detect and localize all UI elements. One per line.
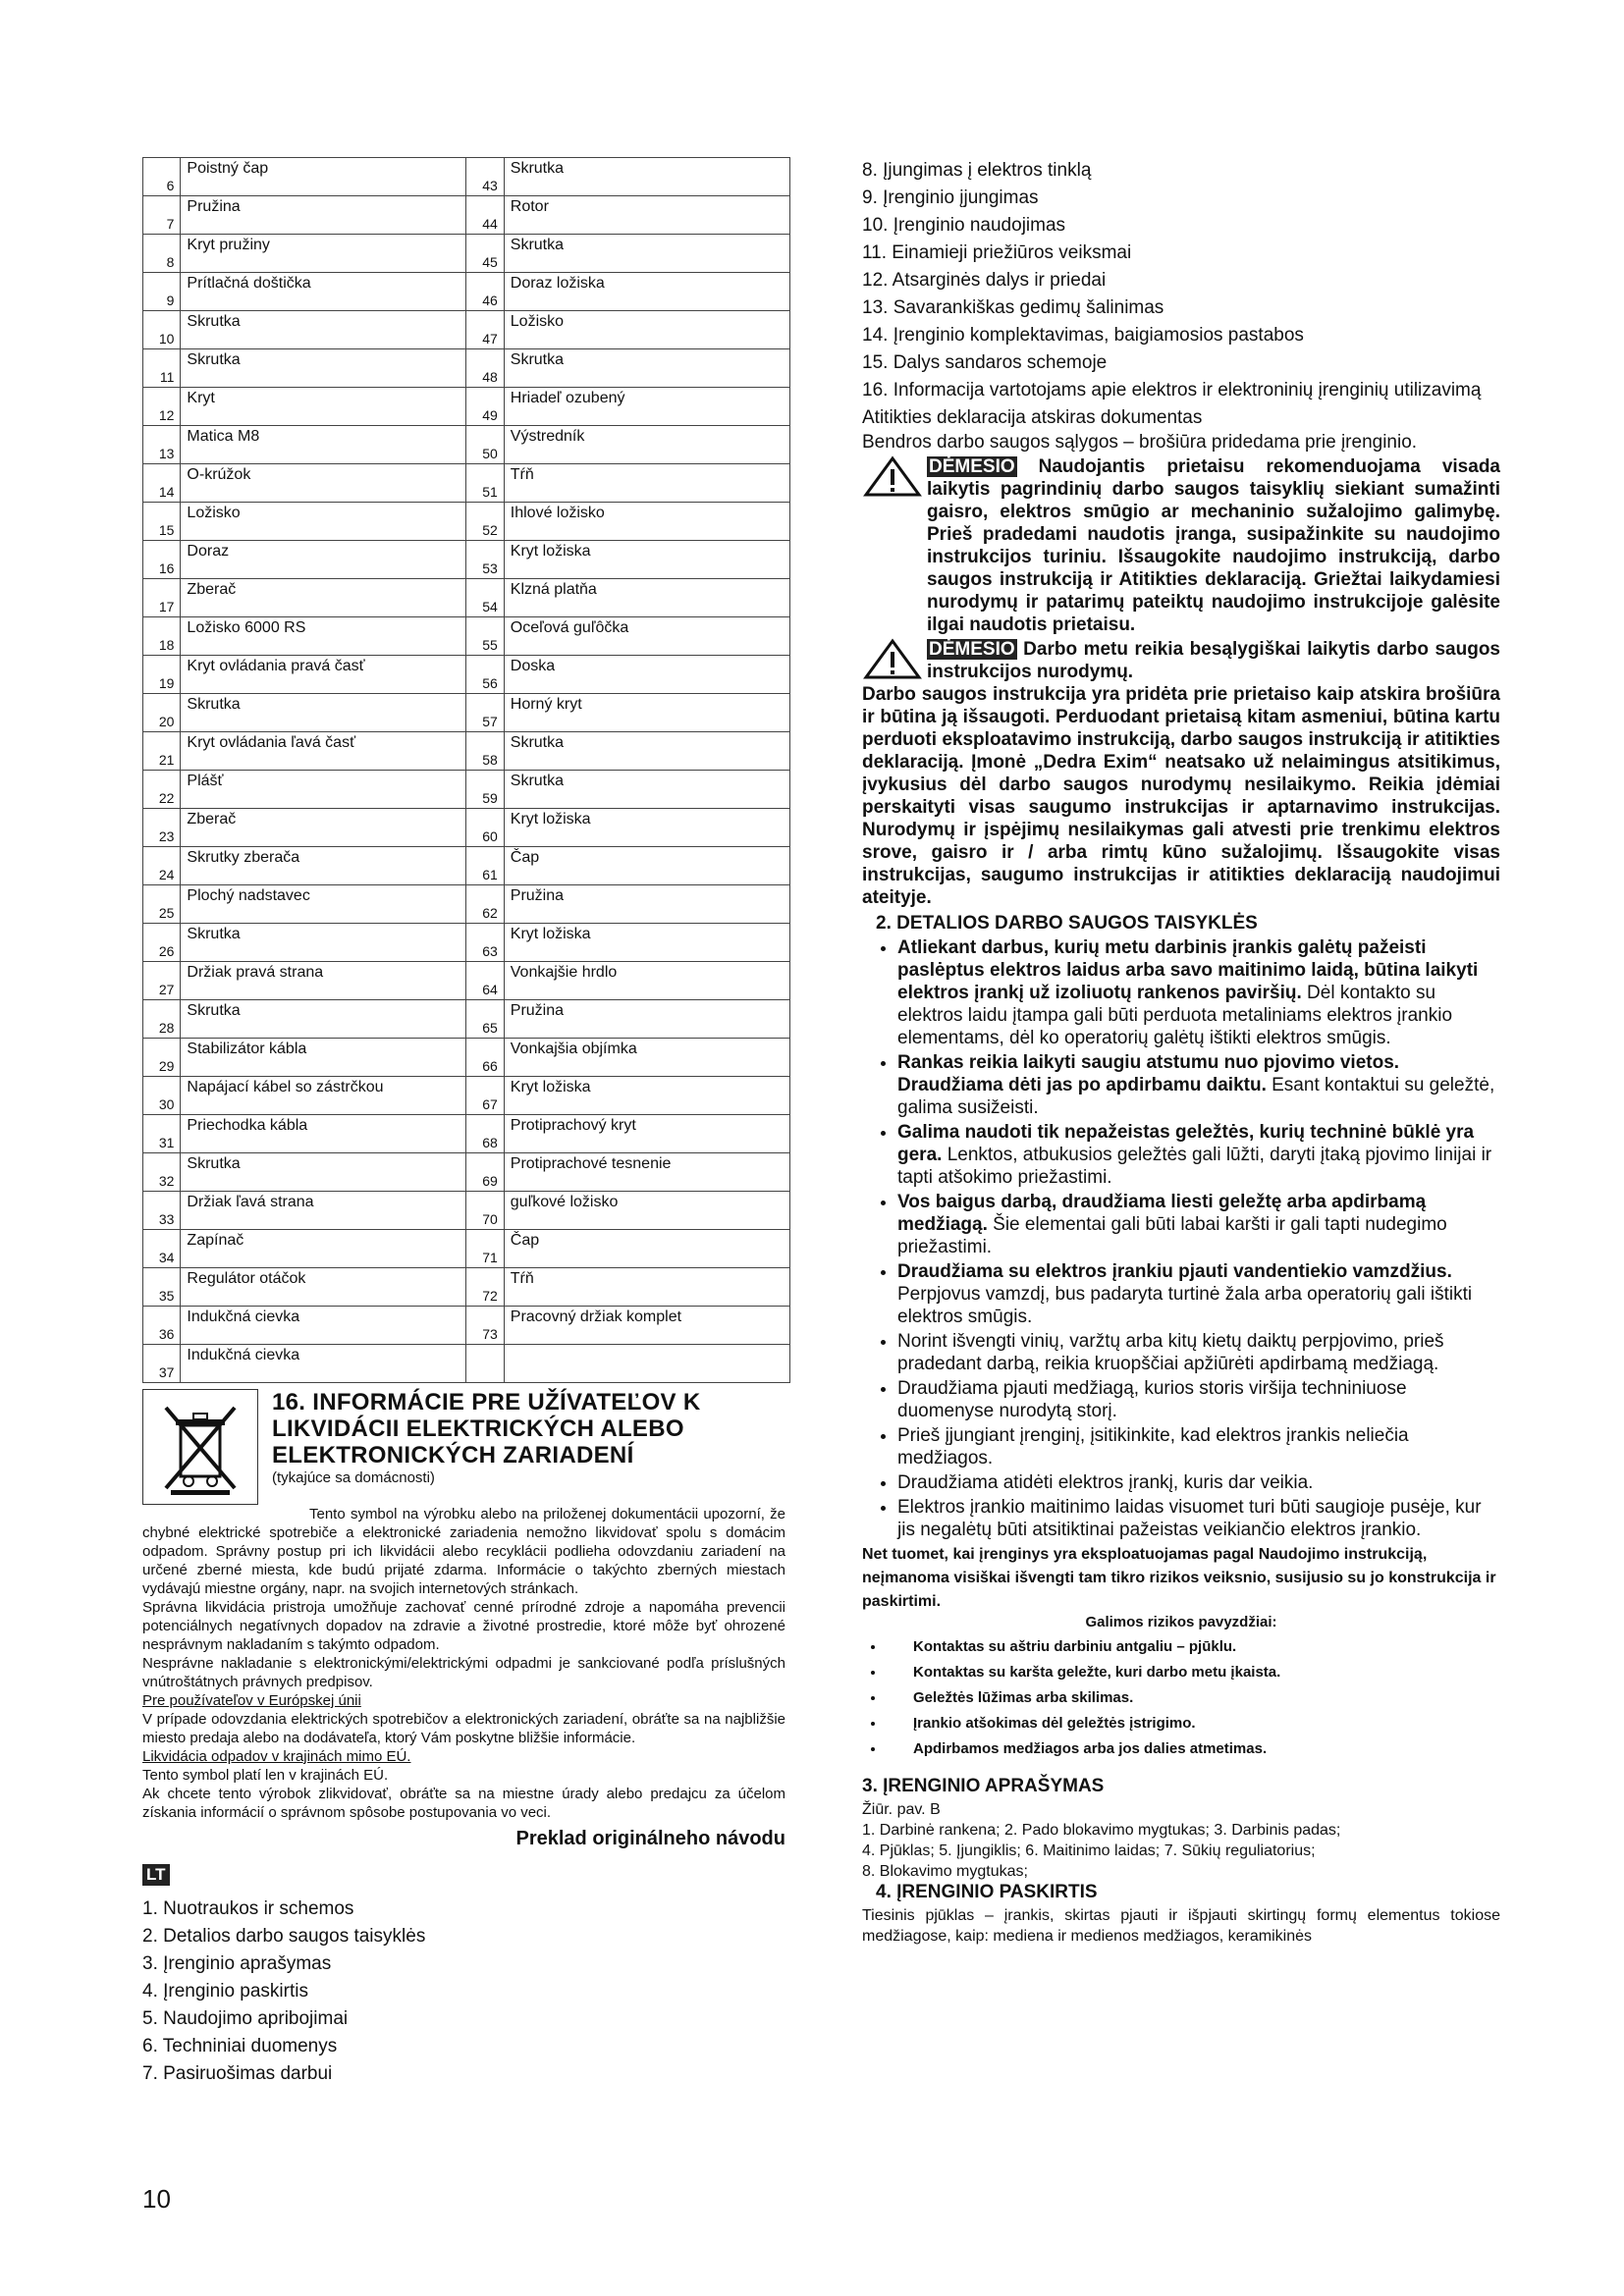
part-number-cell: 45 xyxy=(466,235,504,273)
part-number-cell: 35 xyxy=(143,1268,181,1307)
weee-body xyxy=(142,1505,785,1822)
part-name-cell: Kryt ložiska xyxy=(504,809,789,847)
part-number-cell: 49 xyxy=(466,388,504,426)
weee-p3: Nesprávne nakladanie s elektronickými/elektrickými odpadmi je sankciované podľa príslušných vnútroštátnych právnych predpisov. xyxy=(142,1655,785,1690)
part-number-cell: 10 xyxy=(143,311,181,349)
part-number-cell: 12 xyxy=(143,388,181,426)
table-row xyxy=(143,1077,790,1115)
part-name-cell: Kryt ovládania ľavá časť xyxy=(181,732,466,771)
part-number-cell: 26 xyxy=(143,924,181,962)
part-name-cell: Pružina xyxy=(504,1000,789,1039)
part-name-cell: Napájací kábel so zástrčkou xyxy=(181,1077,466,1115)
toc-item: 6. Techniniai duomenys xyxy=(142,2036,338,2056)
toc-item: 12. Atsarginės dalys ir priedai xyxy=(862,270,1107,291)
parts-table xyxy=(142,157,790,1383)
list-item: • Geležtės lūžimas arba skilimas. xyxy=(886,1685,1500,1711)
table-row xyxy=(143,1153,790,1192)
part-number-cell: 24 xyxy=(143,847,181,885)
part-name-cell: Skrutka xyxy=(181,349,466,388)
part-name-cell: Kryt ložiska xyxy=(504,1077,789,1115)
part-number-cell: 18 xyxy=(143,617,181,656)
table-row xyxy=(143,579,790,617)
part-number-cell: 20 xyxy=(143,694,181,732)
section-4-heading: 4. ĮRENGINIO PASKIRTIS xyxy=(876,1882,1098,1902)
part-number-cell: 61 xyxy=(466,847,504,885)
part-name-cell: Matica M8 xyxy=(181,426,466,464)
part-number-cell: 52 xyxy=(466,503,504,541)
part-number-cell: 14 xyxy=(143,464,181,503)
part-number-cell: 43 xyxy=(466,158,504,196)
toc-item: 15. Dalys sandaros schemoje xyxy=(862,352,1108,373)
part-name-cell: Priechodka kábla xyxy=(181,1115,466,1153)
part-name-cell: Skrutka xyxy=(181,1153,466,1192)
table-row xyxy=(143,1307,790,1345)
part-name-cell: Čap xyxy=(504,1230,789,1268)
part-name-cell: Pracovný držiak komplet xyxy=(504,1307,789,1345)
part-name-cell: Regulátor otáčok xyxy=(181,1268,466,1307)
table-row xyxy=(143,1115,790,1153)
list-item: • Apdirbamos medžiagos arba jos dalies atmetimas. xyxy=(886,1736,1500,1762)
part-number-cell: 34 xyxy=(143,1230,181,1268)
table-row xyxy=(143,1268,790,1307)
table-row xyxy=(143,847,790,885)
part-name-cell: Protiprachový kryt xyxy=(504,1115,789,1153)
part-name-cell: guľkové ložisko xyxy=(504,1192,789,1230)
part-number-cell: 50 xyxy=(466,426,504,464)
table-row xyxy=(143,732,790,771)
section-2-heading: 2. DETALIOS DARBO SAUGOS TAISYKLĖS xyxy=(876,913,1258,934)
part-name-cell: Kryt ložiska xyxy=(504,924,789,962)
part-name-cell: Hriadeľ ozubený xyxy=(504,388,789,426)
part-name-cell: Zberač xyxy=(181,579,466,617)
part-name-cell: Tŕň xyxy=(504,1268,789,1307)
part-name-cell: Skrutka xyxy=(504,732,789,771)
part-number-cell: 53 xyxy=(466,541,504,579)
part-number-cell: 48 xyxy=(466,349,504,388)
warning-text-2: Darbo metu reikia besąlygiškai laikytis darbo saugos instrukcijos nurodymų. xyxy=(927,639,1501,682)
part-name-cell: Doraz ložiska xyxy=(504,273,789,311)
list-item: • Kontaktas su aštriu darbiniu antgaliu – pjūklu. xyxy=(886,1634,1500,1660)
purpose-text: Tiesinis pjūklas – įrankis, skirtas pjauti ir išpjauti skirtingų formų elementus tokiose medžiagose, kaip: mediena ir medienos medžiagos, keramikinės xyxy=(862,1907,1500,1945)
toc-item: 2. Detalios darbo saugos taisyklės xyxy=(142,1926,426,1947)
part-name-cell: Doska xyxy=(504,656,789,694)
table-row xyxy=(143,311,790,349)
attention-badge: DĖMESIO xyxy=(929,639,1015,660)
part-number-cell: 67 xyxy=(466,1077,504,1115)
list-item: • Atliekant darbus, kurių metu darbinis įrankis galėtų pažeisti paslėptus elektros laidus arba savo maitinimo laidą, būtina laikyti elektros įrankį už izoliuotų rankenos paviršių. Dėl kontakto su elektros laidu įtampa gali būti perduota metaliniams elektros įrankio elementams, dėl ko operatorių galėtų ištikti elektros smūgis. xyxy=(897,936,1500,1049)
list-item: • Draudžiama atidėti elektros įrankį, kuris dar veikia. xyxy=(897,1471,1500,1494)
part-name-cell: Ihlové ložisko xyxy=(504,503,789,541)
part-number-cell: 57 xyxy=(466,694,504,732)
part-number-cell: 54 xyxy=(466,579,504,617)
toc-item: 1. Nuotraukos ir schemos xyxy=(142,1898,354,1919)
toc-item: 16. Informacija vartotojams apie elektros ir elektroninių įrenginių utilizavimą xyxy=(862,380,1482,400)
part-number-cell: 66 xyxy=(466,1039,504,1077)
table-row xyxy=(143,1000,790,1039)
table-row xyxy=(143,388,790,426)
table-row xyxy=(143,158,790,196)
part-number-cell: 70 xyxy=(466,1192,504,1230)
toc-item: 13. Savarankiškas gedimų šalinimas xyxy=(862,297,1164,318)
table-row xyxy=(143,617,790,656)
declaration-note: Atitikties deklaracija atskiras dokumentas xyxy=(862,407,1203,428)
description-line-1: 1. Darbinė rankena; 2. Pado blokavimo mygtukas; 3. Darbinis padas; xyxy=(862,1822,1341,1839)
part-number-cell: 55 xyxy=(466,617,504,656)
part-number-cell: 37 xyxy=(143,1345,181,1383)
part-number-cell: 71 xyxy=(466,1230,504,1268)
part-number-cell xyxy=(466,1345,504,1383)
part-name-cell: Skrutka xyxy=(504,349,789,388)
part-name-cell: Horný kryt xyxy=(504,694,789,732)
weee-section xyxy=(142,1389,785,1505)
part-name-cell: Držiak ľavá strana xyxy=(181,1192,466,1230)
part-number-cell: 62 xyxy=(466,885,504,924)
toc-item: 9. Įrenginio įjungimas xyxy=(862,187,1039,208)
part-name-cell: Plášť xyxy=(181,771,466,809)
part-number-cell: 72 xyxy=(466,1268,504,1307)
part-name-cell: Skrutka xyxy=(181,694,466,732)
table-row xyxy=(143,771,790,809)
part-number-cell: 11 xyxy=(143,349,181,388)
part-name-cell: Kryt pružiny xyxy=(181,235,466,273)
safety-rules-list xyxy=(862,936,1500,1541)
part-name-cell: Zberač xyxy=(181,809,466,847)
part-number-cell: 27 xyxy=(143,962,181,1000)
part-number-cell: 17 xyxy=(143,579,181,617)
toc-item: 10. Įrenginio naudojimas xyxy=(862,215,1066,236)
list-item: • Įrankio atšokimas dėl geležtės įstrigimo. xyxy=(886,1711,1500,1736)
part-name-cell: Kryt ovládania pravá časť xyxy=(181,656,466,694)
part-name-cell: Vonkajšie hrdlo xyxy=(504,962,789,1000)
weee-subtitle: (tykajúce sa domácnosti) xyxy=(272,1469,435,1486)
table-row xyxy=(143,885,790,924)
part-name-cell: O-krúžok xyxy=(181,464,466,503)
part-number-cell: 65 xyxy=(466,1000,504,1039)
risk-examples-list xyxy=(862,1634,1500,1762)
table-row xyxy=(143,656,790,694)
toc-item: 5. Naudojimo apribojimai xyxy=(142,2008,349,2029)
see-figure: Žiūr. pav. B xyxy=(862,1801,941,1818)
part-name-cell: Zapínač xyxy=(181,1230,466,1268)
toc-right xyxy=(862,157,1500,404)
part-number-cell: 6 xyxy=(143,158,181,196)
toc-item: 14. Įrenginio komplektavimas, baigiamosios pastabos xyxy=(862,325,1304,346)
part-number-cell: 28 xyxy=(143,1000,181,1039)
part-number-cell: 15 xyxy=(143,503,181,541)
weee-p2: Správna likvidácia pristroja umožňuje zachovať cenné prírodné zdroje a napomáha prevencii potenciálnych negatívnych dopadov na zdravie a životné prostredie, ktoré môže byť ohrozené nesprávnym nakladaním s takýmto odpadom. xyxy=(142,1599,785,1653)
toc-item: 11. Einamieji priežiūros veiksmai xyxy=(862,242,1132,263)
attention-block-1 xyxy=(862,455,1500,636)
part-number-cell: 63 xyxy=(466,924,504,962)
part-name-cell: Ložisko xyxy=(181,503,466,541)
part-name-cell: Indukčná cievka xyxy=(181,1307,466,1345)
attention-block-2 xyxy=(862,638,1500,683)
part-number-cell: 32 xyxy=(143,1153,181,1192)
part-number-cell: 9 xyxy=(143,273,181,311)
part-number-cell: 59 xyxy=(466,771,504,809)
toc-item: 3. Įrenginio aprašymas xyxy=(142,1953,332,1974)
weee-title: 16. INFORMÁCIE PRE UŽÍVATEĽOV K LIKVIDÁCII ELEKTRICKÝCH ALEBO ELEKTRONICKÝCH ZARIADENÍ xyxy=(272,1389,701,1468)
table-row xyxy=(143,1039,790,1077)
list-item: • Kontaktas su karšta geležte, kuri darbo metu įkaista. xyxy=(886,1660,1500,1685)
list-item: • Prieš įjungiant įrenginį, įsitikinkite, kad elektros įrankis neliečia medžiagos. xyxy=(897,1424,1500,1469)
part-name-cell: Prítlačná doštička xyxy=(181,273,466,311)
table-row xyxy=(143,1345,790,1383)
part-number-cell: 7 xyxy=(143,196,181,235)
attention-badge: DĖMESIO xyxy=(929,456,1015,477)
part-name-cell: Pružina xyxy=(504,885,789,924)
part-number-cell: 30 xyxy=(143,1077,181,1115)
toc-left xyxy=(142,1896,785,2088)
part-name-cell: Indukčná cievka xyxy=(181,1345,466,1383)
part-name-cell: Výstredník xyxy=(504,426,789,464)
part-name-cell: Držiak pravá strana xyxy=(181,962,466,1000)
part-name-cell: Kryt xyxy=(181,388,466,426)
toc-item: 8. Įjungimas į elektros tinklą xyxy=(862,160,1092,181)
part-number-cell: 68 xyxy=(466,1115,504,1153)
warning-text-1: Naudojantis prietaisu rekomenduojama visada laikytis pagrindinių darbo saugos taisyklių siekiant sumažinti gaisro, elektros smūgio ar mechaninio sužalojimo galimybę. Prieš pradedami naudotis įranga, susipažinkite su naudojimo instrukcijos turiniu. Išsaugokite naudojimo instrukciją, darbo saugos instrukciją ir Atitikties deklaraciją. Griežtai laikydamiesi nurodymų ir patarimų pateiktų naudojimo instrukcijoje galėsite ilgai naudotis prietaisu. xyxy=(927,456,1500,635)
part-name-cell: Klzná platňa xyxy=(504,579,789,617)
weee-eu-text: V prípade odovzdania elektrických spotrebičov a elektronických zariadení, obráťte sa na najbližšie miesto predaja alebo na dodávateľa, ktorý Vám poskytne bližšie informácie. xyxy=(142,1711,785,1746)
part-number-cell: 16 xyxy=(143,541,181,579)
part-name-cell xyxy=(504,1345,789,1383)
translation-title: Preklad originálneho návodu xyxy=(515,1828,785,1849)
part-name-cell: Protiprachové tesnenie xyxy=(504,1153,789,1192)
part-name-cell: Tŕň xyxy=(504,464,789,503)
part-name-cell: Ložisko xyxy=(504,311,789,349)
brochure-note: Bendros darbo saugos sąlygos – brošiūra pridedama prie įrenginio. xyxy=(862,432,1418,453)
part-name-cell: Skrutky zberača xyxy=(181,847,466,885)
warning-icon xyxy=(862,638,923,681)
language-badge: LT xyxy=(142,1864,170,1886)
part-name-cell: Kryt ložiska xyxy=(504,541,789,579)
risk-examples-heading: Galimos rizikos pavyzdžiai: xyxy=(1085,1614,1277,1630)
part-name-cell: Ložisko 6000 RS xyxy=(181,617,466,656)
part-name-cell: Rotor xyxy=(504,196,789,235)
table-row xyxy=(143,924,790,962)
part-number-cell: 19 xyxy=(143,656,181,694)
list-item: • Draudžiama pjauti medžiagą, kurios storis viršija techniniuose duomenyse nurodytą storį. xyxy=(897,1377,1500,1422)
part-number-cell: 29 xyxy=(143,1039,181,1077)
list-item: • Elektros įrankio maitinimo laidas visuomet turi būti saugioje pusėje, kur jis negalėtų būti atsitiktinai pažeistas veikiančio elektros įrankio. xyxy=(897,1496,1500,1541)
table-row xyxy=(143,503,790,541)
part-name-cell: Skrutka xyxy=(504,235,789,273)
part-number-cell: 60 xyxy=(466,809,504,847)
list-item: • Draudžiama su elektros įrankiu pjauti vandentiekio vamzdžius. Perpjovus vamzdį, bus padaryta turtinė žala arba operatorių gali ištikti elektros smūgis. xyxy=(897,1260,1500,1328)
warning-icon xyxy=(862,455,923,499)
part-number-cell: 23 xyxy=(143,809,181,847)
part-name-cell: Pružina xyxy=(181,196,466,235)
part-number-cell: 44 xyxy=(466,196,504,235)
part-number-cell: 73 xyxy=(466,1307,504,1345)
description-line-2: 4. Pjūklas; 5. Įjungiklis; 6. Maitinimo laidas; 7. Sūkių reguliatorius; xyxy=(862,1842,1316,1859)
list-item: • Galima naudoti tik nepažeistas geležtės, kurių techninė būklė yra gera. Lenktos, atbukusios geležtės gali lūžti, daryti įtaką pjovimo linijai ir tapti atšokimo priežastimi. xyxy=(897,1121,1500,1189)
part-number-cell: 46 xyxy=(466,273,504,311)
table-row xyxy=(143,809,790,847)
table-row xyxy=(143,235,790,273)
part-name-cell: Oceľová guľôčka xyxy=(504,617,789,656)
part-number-cell: 51 xyxy=(466,464,504,503)
part-number-cell: 22 xyxy=(143,771,181,809)
part-name-cell: Skrutka xyxy=(181,1000,466,1039)
weee-noneu-heading: Likvidácia odpadov v krajinách mimo EÚ. xyxy=(142,1748,411,1765)
part-name-cell: Skrutka xyxy=(504,771,789,809)
part-name-cell: Skrutka xyxy=(504,158,789,196)
table-row xyxy=(143,962,790,1000)
part-number-cell: 36 xyxy=(143,1307,181,1345)
weee-bin-icon xyxy=(142,1389,258,1505)
page-number: 10 xyxy=(142,2184,171,2214)
part-number-cell: 33 xyxy=(143,1192,181,1230)
table-row xyxy=(143,1230,790,1268)
part-number-cell: 64 xyxy=(466,962,504,1000)
part-name-cell: Čap xyxy=(504,847,789,885)
weee-noneu-text: Ak chcete tento výrobok zlikvidovať, obráťte sa na miestne úrady alebo predajcu za účelom získania informácií o správnom spôsobe postupovania vo veci. xyxy=(142,1786,785,1821)
toc-item: 4. Įrenginio paskirtis xyxy=(142,1981,308,2002)
part-number-cell: 25 xyxy=(143,885,181,924)
list-item: • Rankas reikia laikyti saugiu atstumu nuo pjovimo vietos. Draudžiama dėti jas po apdirbamu daiktu. Esant kontaktui su geležtė, galima susižeisti. xyxy=(897,1051,1500,1119)
part-name-cell: Poistný čap xyxy=(181,158,466,196)
table-row xyxy=(143,426,790,464)
part-name-cell: Plochý nadstavec xyxy=(181,885,466,924)
part-number-cell: 21 xyxy=(143,732,181,771)
part-number-cell: 47 xyxy=(466,311,504,349)
warning-text-2-continued: Darbo saugos instrukcija yra pridėta prie prietaiso kaip atskira brošiūra ir būtina ją išsaugoti. Perduodant prietaisą kitam asmeniui, būtina kartu perduoti eksploatavimo instrukciją, darbo saugos instrukciją ir atitikties deklaraciją. Įmonė „Dedra Exim“ neatsako už nelaimingus atsitikimus, įvykusius dėl darbo saugos nurodymų nesilaikymo. Reikia įdėmiai perskaityti visas saugumo instrukcijas ir aptarnavimo instrukcijas. Nurodymų ir įspėjimų nesilaikymas gali atvesti prie trenkimu elektros srove, gaisro ir / arba rimtų kūno sužalojimų. Išsaugokite visas instrukcijas, saugumo instrukcijas ir atitikties deklaraciją naudojimui ateityje. xyxy=(862,684,1500,908)
weee-noneu-line: Tento symbol platí len v krajinách EÚ. xyxy=(142,1767,389,1784)
toc-item: 7. Pasiruošimas darbui xyxy=(142,2063,333,2084)
part-number-cell: 31 xyxy=(143,1115,181,1153)
weee-p1: Tento symbol na výrobku alebo na priloženej dokumentácii upozorní, že chybné elektrické spotrebiče a elektronické zariadenia nemožno likvidovať spolu s domácim odpadom. Správny postup pri ich likvidácii alebo recyklácii podlieha odovzdaniu zariadení na určené zberné miesta, kde budú prijaté zdarma. Informácie o takýchto zberných miestach vydávajú miestne orgány, napr. na svojich internetových stránkach. xyxy=(142,1506,785,1597)
table-row xyxy=(143,694,790,732)
table-row xyxy=(143,349,790,388)
right-column xyxy=(862,157,1500,1947)
table-row xyxy=(143,1192,790,1230)
description-line-3: 8. Blokavimo mygtukas; xyxy=(862,1863,1028,1880)
table-row xyxy=(143,196,790,235)
table-row xyxy=(143,464,790,503)
weee-eu-heading: Pre používateľov v Európskej únii xyxy=(142,1692,361,1709)
part-name-cell: Doraz xyxy=(181,541,466,579)
part-name-cell: Skrutka xyxy=(181,311,466,349)
left-column xyxy=(142,157,785,2088)
part-name-cell: Vonkajšia objímka xyxy=(504,1039,789,1077)
list-item: • Vos baigus darbą, draudžiama liesti geležtę arba apdirbamą medžiagą. Šie elementai gali būti labai karšti ir gali tapti nudegimo priežastimi. xyxy=(897,1191,1500,1258)
list-item: • Norint išvengti vinių, varžtų arba kitų kietų daiktų perpjovimo, prieš pradedant darbą, reikia kruopščiai apžiūrėti apdirbamą medžiagą. xyxy=(897,1330,1500,1375)
part-number-cell: 8 xyxy=(143,235,181,273)
part-name-cell: Skrutka xyxy=(181,924,466,962)
part-number-cell: 58 xyxy=(466,732,504,771)
part-number-cell: 56 xyxy=(466,656,504,694)
part-name-cell: Stabilizátor kábla xyxy=(181,1039,466,1077)
section-3-heading: 3. ĮRENGINIO APRAŠYMAS xyxy=(862,1776,1105,1796)
residual-risk-note: Net tuomet, kai įrenginys yra eksploatuojamas pagal Naudojimo instrukciją, neįmanoma visiškai išvengti tam tikro rizikos veiksnio, susijusio su jo konstrukcija ir paskirtimi. xyxy=(862,1546,1496,1610)
part-number-cell: 13 xyxy=(143,426,181,464)
table-row xyxy=(143,273,790,311)
table-row xyxy=(143,541,790,579)
part-number-cell: 69 xyxy=(466,1153,504,1192)
